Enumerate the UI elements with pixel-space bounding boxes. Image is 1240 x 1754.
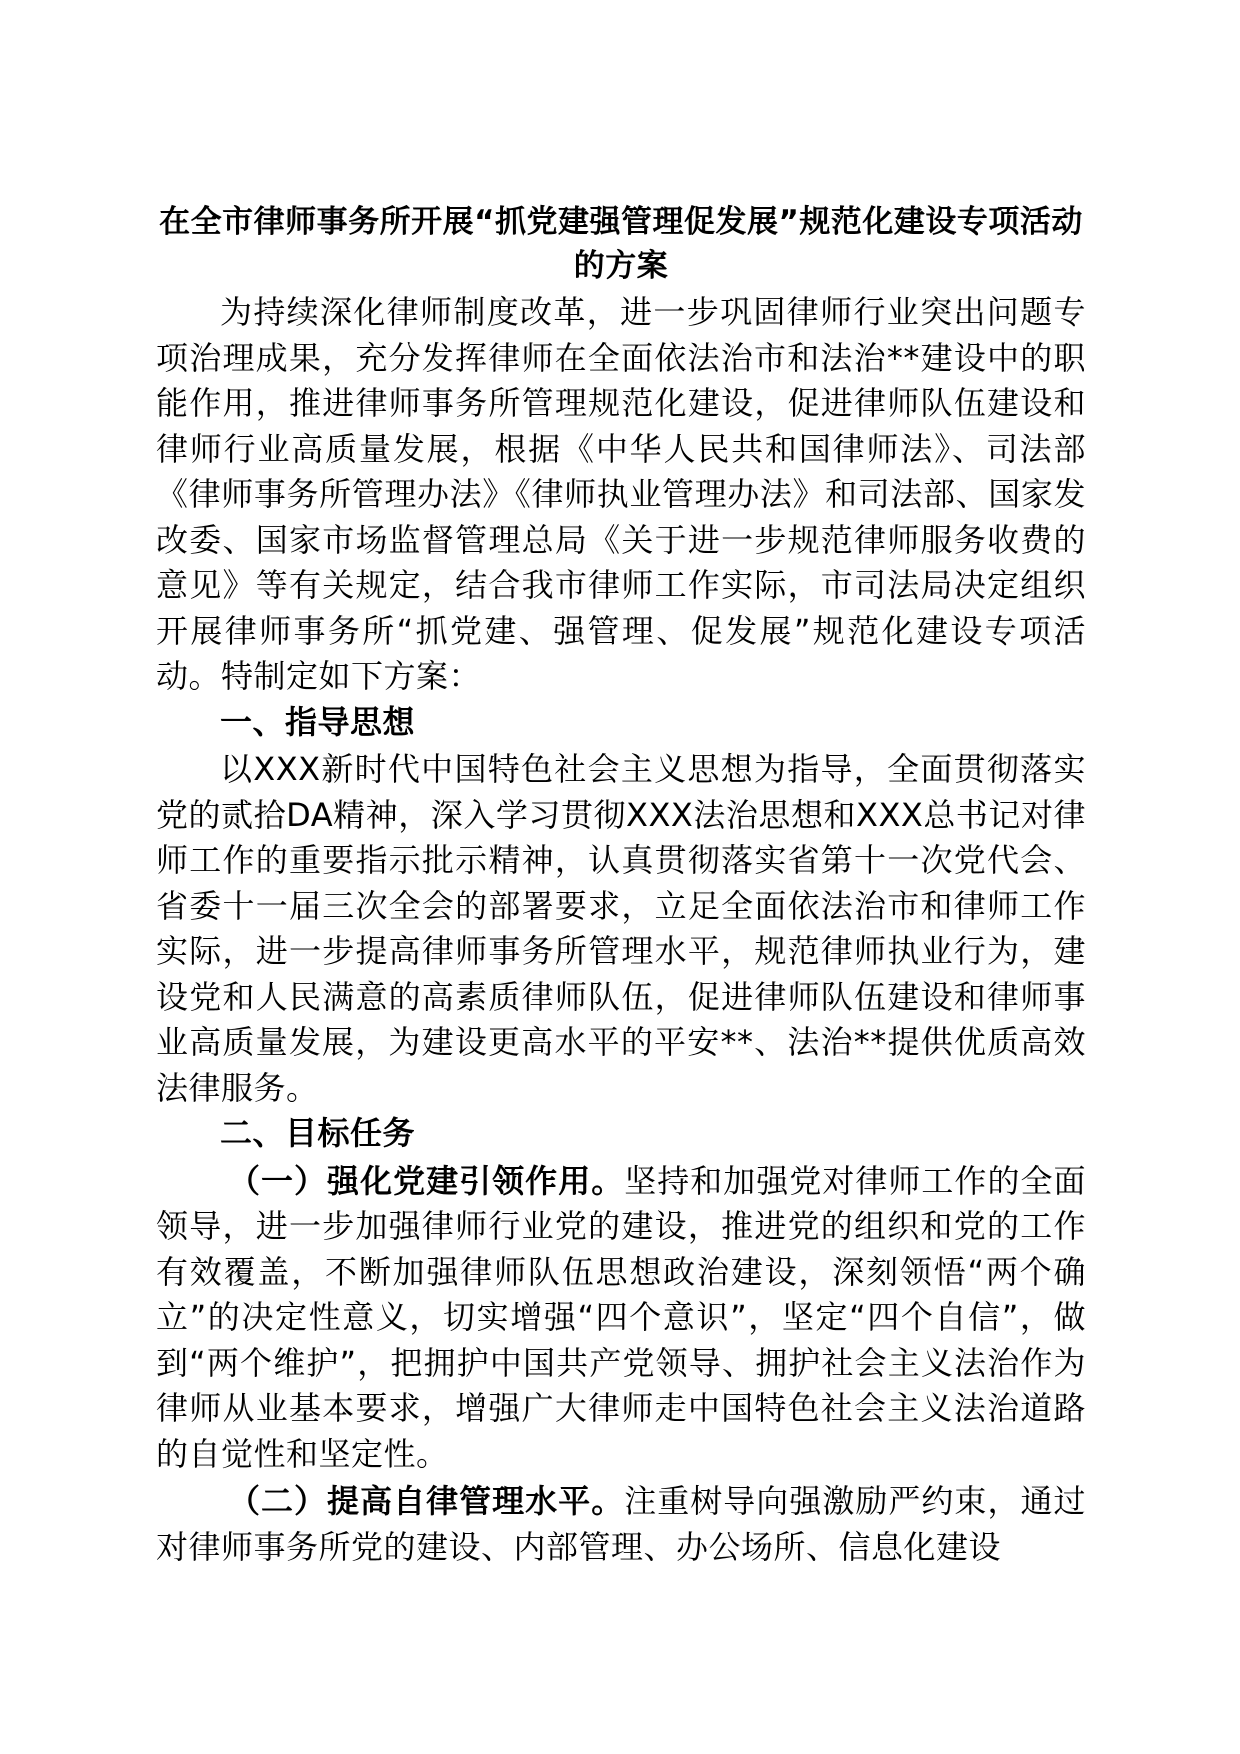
task-item-party-building [156,1159,1086,1478]
document-body [156,200,1086,1570]
section-heading-goals-tasks: 二、目标任务 [220,1114,416,1152]
task-item-self-discipline [156,1479,1086,1570]
document-title: 在全市律师事务所开展“抓党建强管理促发展”规范化建设专项活动的方案 [159,204,1083,284]
task-item-body: 注重树导向强激励严约束，通过对律师事务所党的建设、内部管理、办公场所、信息化建设 [156,1482,1086,1566]
task-item-lead: （一）强化党建引领作用。 [228,1161,625,1200]
task-item-body: 坚持和加强党对律师工作的全面领导，进一步加强律师行业党的建设，推进党的组织和党的工作有效覆盖，不断加强律师队伍思想政治建设，深刻领悟“两个确立”的决定性意义，切实增强“四个意识”，坚定“四个自信”，做到“两个维护”，把拥护中国共产党领导、拥护社会主义法治作为律师从业基本要求，增强广大律师走中国特色社会主义法治道路的自觉性和坚定性。 [156,1161,1086,1473]
section-heading-guiding-ideology: 一、指导思想 [220,702,416,741]
guiding-ideology-paragraph: 以XXX新时代中国特色社会主义思想为指导，全面贯彻落实党的贰拾DA精神，深入学习贯彻XXX法治思想和XXX总书记对律师工作的重要指示批示精神，认真贯彻落实省第十一次党代会、省委十一届三次全会的部署要求，立足全面依法治市和律师工作实际，进一步提高律师事务所管理水平，规范律师执业行为，建设党和人民满意的高素质律师队伍，促进律师队伍建设和律师事业高质量发展，为建设更高水平的平安**、法治**提供优质高效法律服务。 [156,750,1086,1107]
task-item-lead: （二）提高自律管理水平。 [228,1482,625,1520]
intro-paragraph: 为持续深化律师制度改革，进一步巩固律师行业突出问题专项治理成果，充分发挥律师在全面依法治市和法治**建设中的职能作用，推进律师事务所管理规范化建设，促进律师队伍建设和律师行业高质量发展，根据《中华人民共和国律师法》、司法部《律师事务所管理办法》《律师执业管理办法》和司法部、国家发改委、国家市场监督管理总局《关于进一步规范律师服务收费的意见》等有关规定，结合我市律师工作实际，市司法局决定组织开展律师事务所“抓党建、强管理、促发展”规范化建设专项活动。特制定如下方案： [156,293,1086,695]
